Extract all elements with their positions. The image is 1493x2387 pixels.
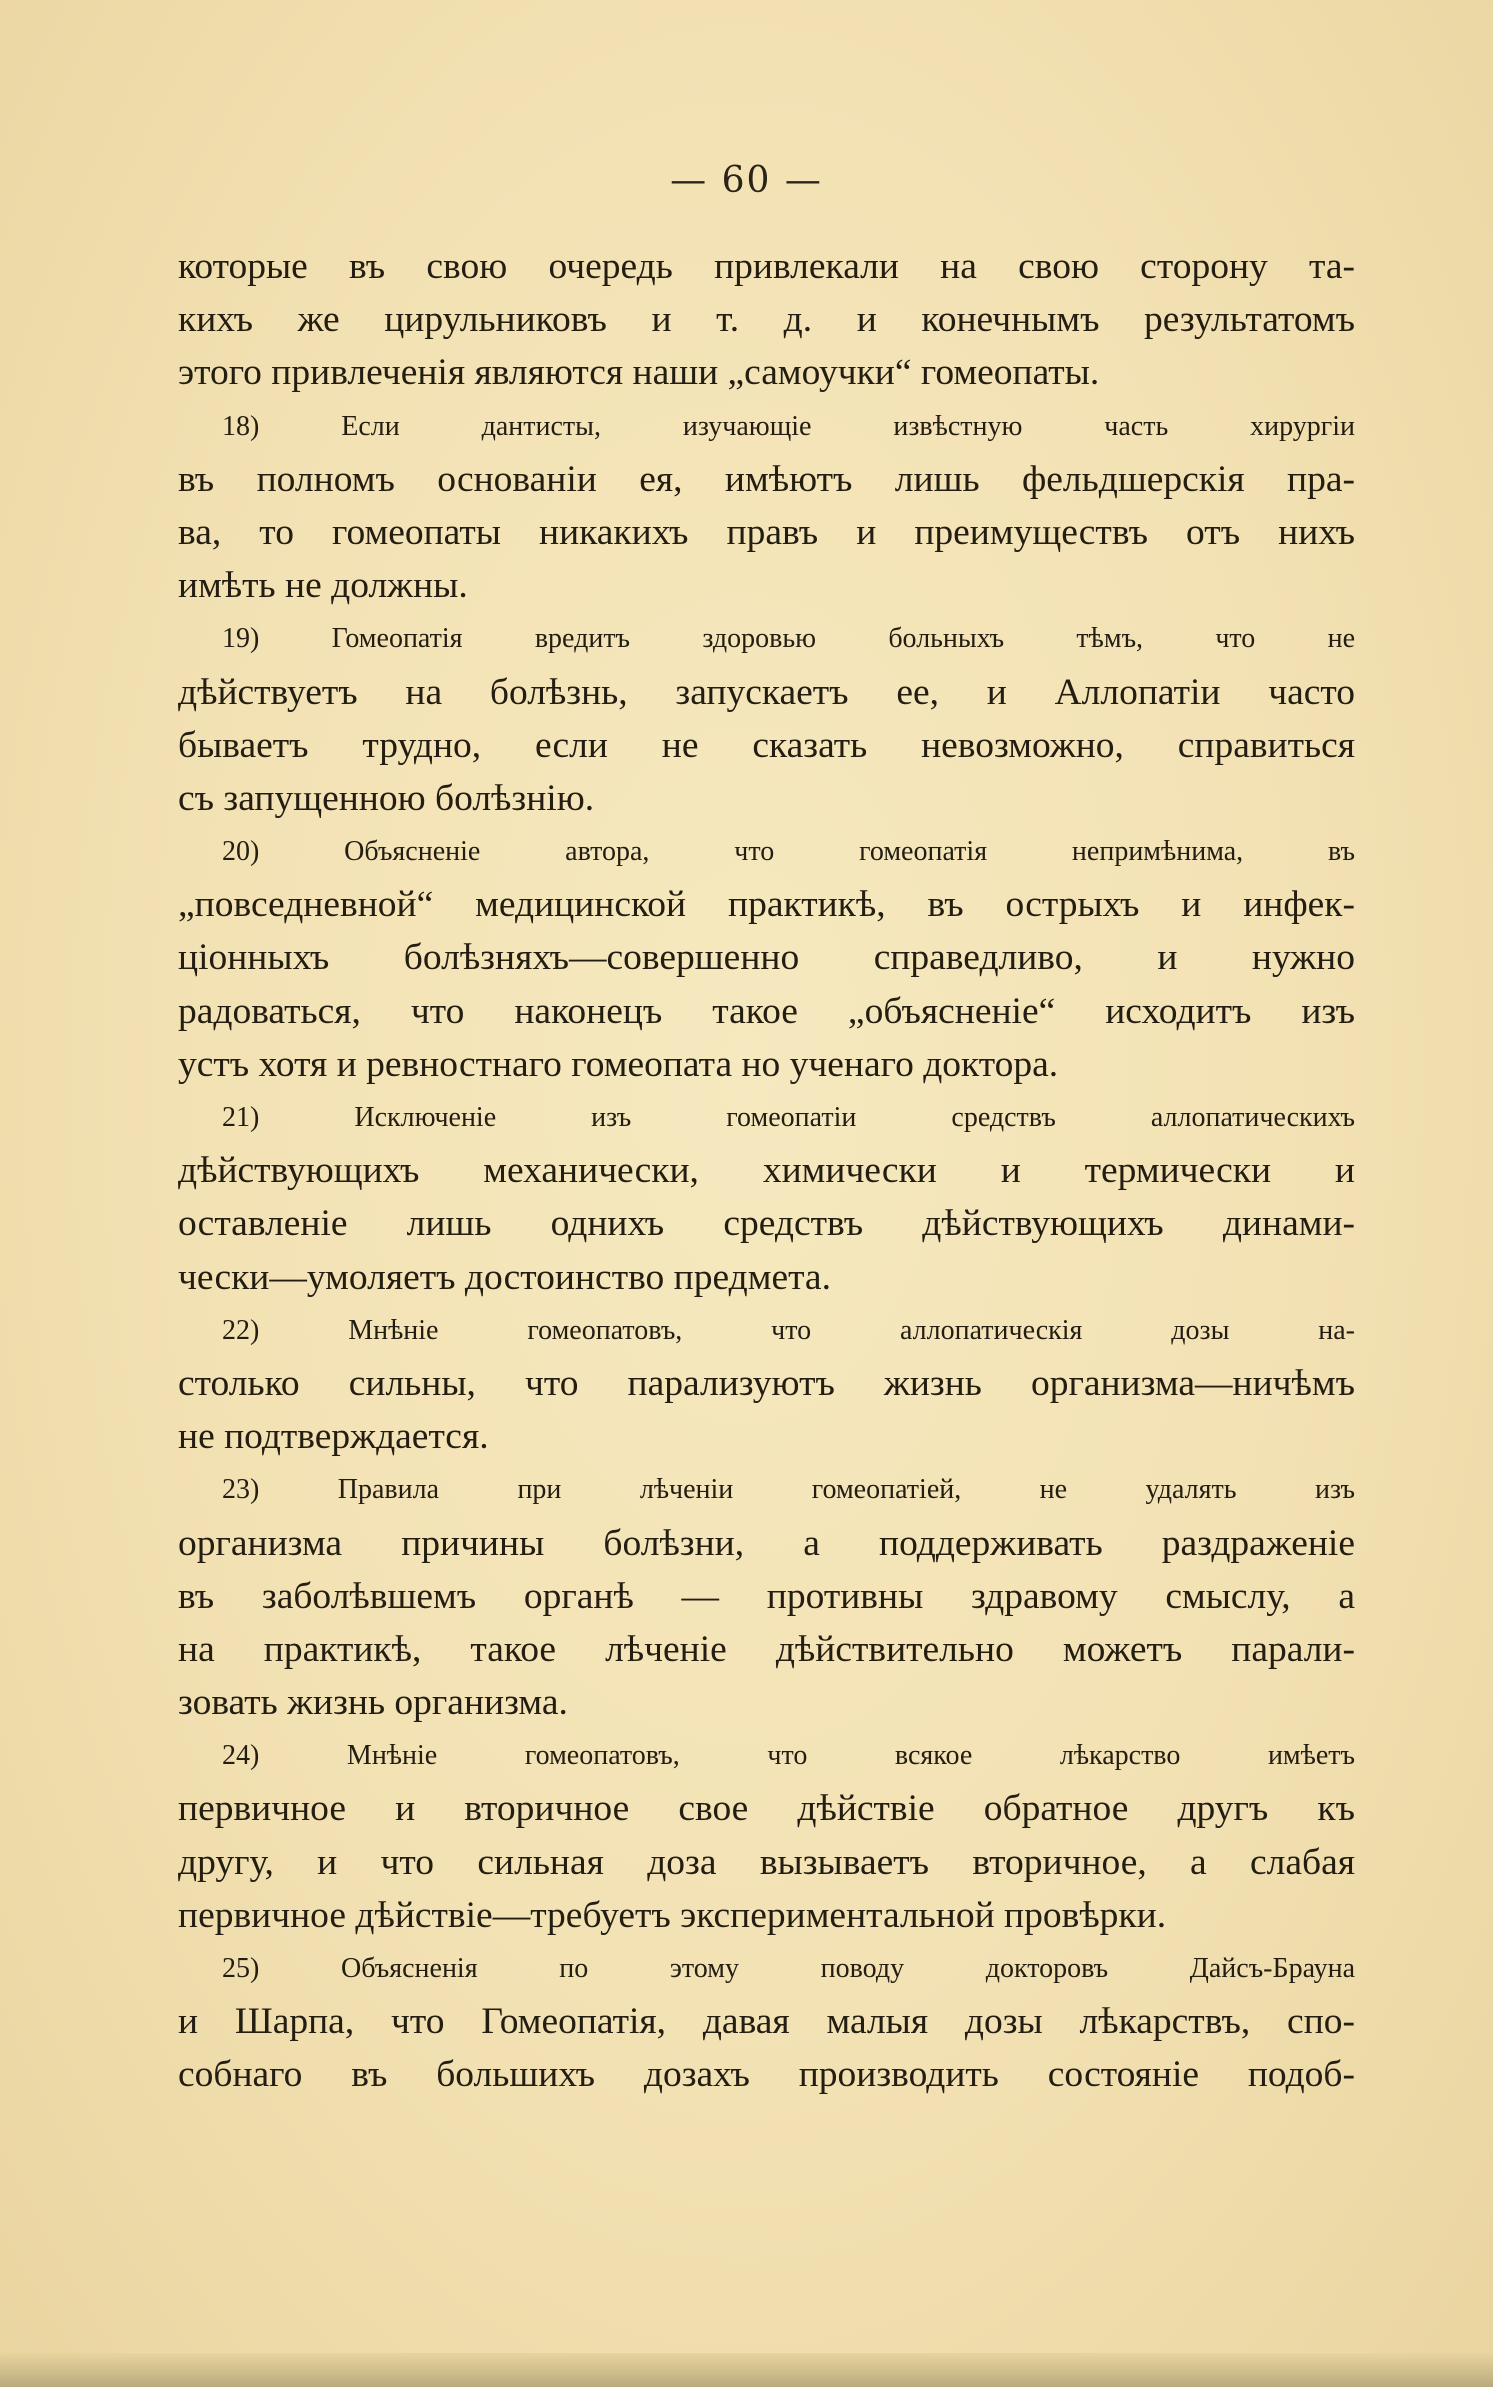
- text-line: 23) Правила при лѣченіи гомеопатіей, не удалять изъ: [222, 1474, 1355, 1506]
- text-line: 24) Мнѣніе гомеопатовъ, что всякое лѣкарство имѣетъ: [222, 1740, 1355, 1772]
- paragraph: [178, 1942, 1355, 2102]
- text-line: „повседневной“ медицинской практикѣ, въ острыхъ и инфек-: [178, 884, 1355, 926]
- text-line: собнаго въ большихъ дозахъ производить состояніе подоб-: [178, 2054, 1355, 2096]
- text-line: этого привлеченія являются наши „самоучки“ гомеопаты.: [178, 352, 1100, 394]
- text-line: организма причины болѣзни, а поддерживать раздраженіе: [178, 1522, 1355, 1564]
- paragraph: [178, 1729, 1355, 1942]
- text-line: другу, и что сильная доза вызываетъ вторичное, а слабая: [178, 1841, 1355, 1883]
- text-line: имѣть не должны.: [178, 565, 468, 607]
- text-line: первичное дѣйствіе—требуетъ экспериментальной провѣрки.: [178, 1894, 1167, 1936]
- paragraph: [178, 400, 1355, 613]
- text-line: 20) Объясненіе автора, что гомеопатія непримѣнима, въ: [222, 836, 1355, 868]
- text-line: первичное и вторичное свое дѣйствіе обратное другъ къ: [178, 1788, 1355, 1830]
- text-line: кихъ же цирульниковъ и т. д. и конечнымъ результатомъ: [178, 299, 1355, 341]
- text-line: столько сильны, что парализуютъ жизнь организма—ничѣмъ: [178, 1362, 1355, 1404]
- body-text: [178, 240, 1355, 2102]
- text-line: 18) Если дантисты, изучающіе извѣстную часть хирургіи: [222, 410, 1355, 442]
- text-line: радоваться, что наконецъ такое „объясненіе“ исходитъ изъ: [178, 990, 1355, 1032]
- paragraph: [178, 1304, 1355, 1464]
- text-line: ціонныхъ болѣзняхъ—совершенно справедливо, и нужно: [178, 937, 1355, 979]
- text-line: бываетъ трудно, если не сказать невозможно, справиться: [178, 724, 1355, 766]
- page-bottom-edge: [0, 2353, 1493, 2387]
- text-line: 19) Гомеопатія вредитъ здоровью больныхъ тѣмъ, что не: [222, 623, 1355, 655]
- paragraph: [178, 1091, 1355, 1304]
- paragraph: [178, 612, 1355, 825]
- paragraph: [178, 1463, 1355, 1729]
- paragraph: [178, 825, 1355, 1091]
- text-line: съ запущенною болѣзнію.: [178, 777, 595, 819]
- text-line: 22) Мнѣніе гомеопатовъ, что аллопатическія дозы на-: [222, 1314, 1355, 1346]
- text-line: въ полномъ основаніи ея, имѣютъ лишь фельдшерскія пра-: [178, 458, 1355, 500]
- text-line: на практикѣ, такое лѣченіе дѣйствительно можетъ парали-: [178, 1628, 1355, 1670]
- paragraph: [178, 240, 1355, 400]
- text-line: устъ хотя и ревностнаго гомеопата но ученаго доктора.: [178, 1043, 1059, 1085]
- text-line: ва, то гомеопаты никакихъ правъ и преимуществъ отъ нихъ: [178, 511, 1355, 553]
- text-line: 21) Исключеніе изъ гомеопатіи средствъ аллопатическихъ: [222, 1102, 1355, 1133]
- text-line: не подтверждается.: [178, 1416, 489, 1458]
- page-number: — 60 —: [670, 160, 823, 201]
- text-line: дѣйствуетъ на болѣзнь, запускаетъ ее, и Аллопатіи часто: [178, 671, 1355, 713]
- text-line: 25) Объясненія по этому поводу докторовъ Дайсъ-Брауна: [222, 1953, 1355, 1984]
- text-line: въ заболѣвшемъ органѣ — противны здравому смыслу, а: [178, 1575, 1355, 1617]
- text-line: и Шарпа, что Гомеопатія, давая малыя дозы лѣкарствъ, спо-: [178, 2001, 1355, 2043]
- text-line: зовать жизнь организма.: [178, 1682, 568, 1724]
- text-line: которые въ свою очередь привлекали на свою сторону та-: [178, 246, 1355, 287]
- text-line: дѣйствующихъ механически, химически и термически и: [178, 1150, 1355, 1192]
- text-line: чески—умоляетъ достоинство предмета.: [178, 1256, 831, 1298]
- text-line: оставленіе лишь однихъ средствъ дѣйствующихъ динами-: [178, 1203, 1355, 1245]
